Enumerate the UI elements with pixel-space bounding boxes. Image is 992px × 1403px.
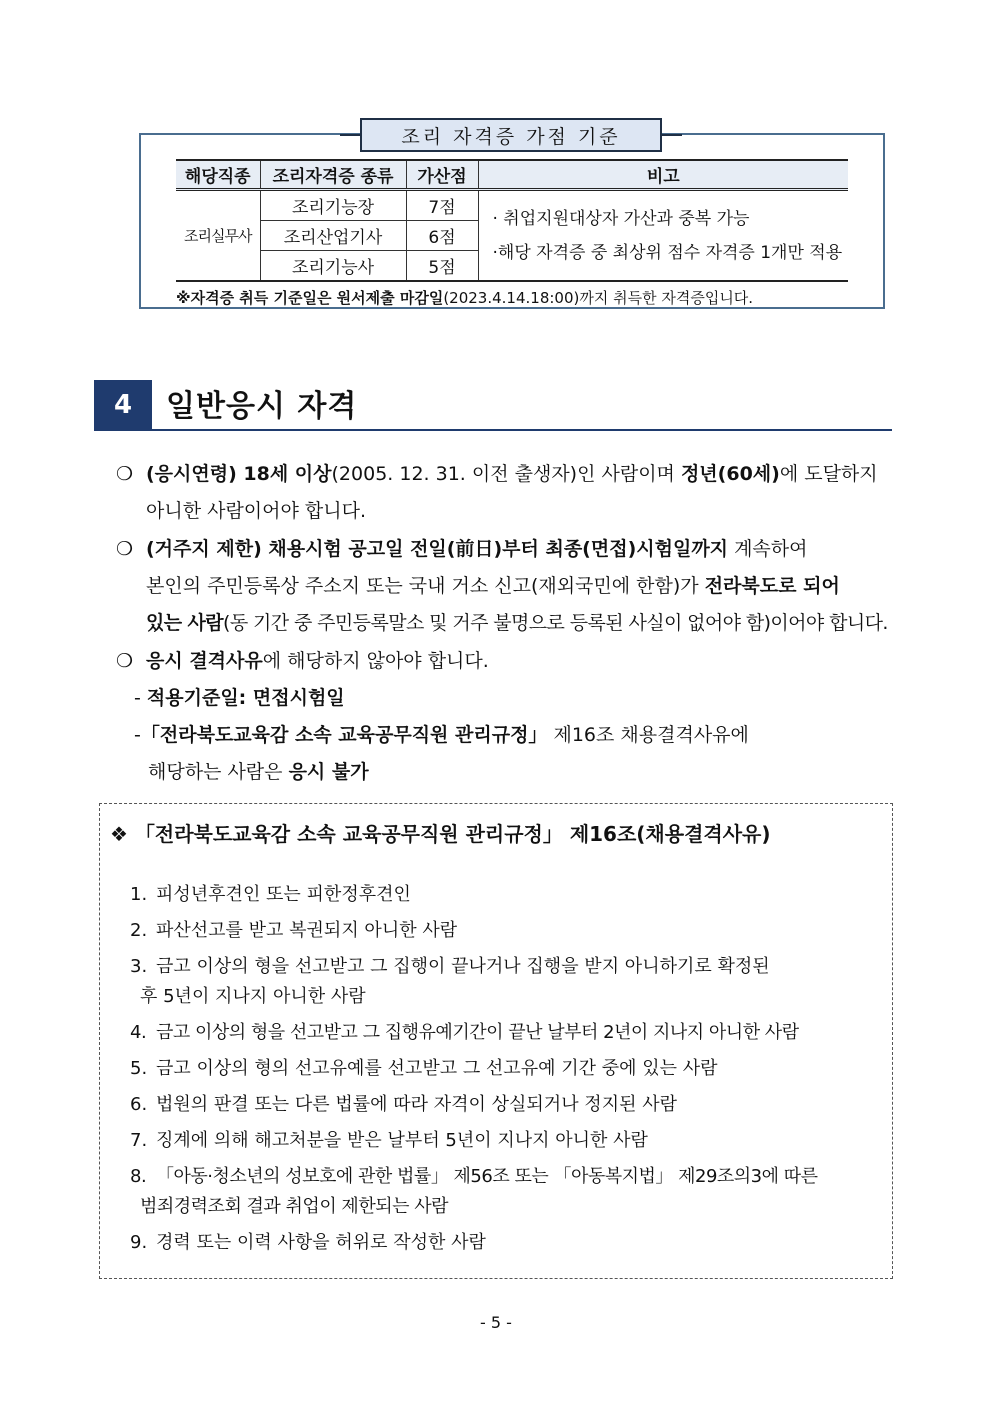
note-line: ·해당 자격증 중 최상위 점수 자격증 1개만 적용 [492,242,843,263]
age-requirement: ❍ (응시연령) 18세 이상(2005. 12. 31. 이전 출생자)인 사람이며 정년(60세)에 도달하지 아니한 사람이어야 합니다. [116,456,896,530]
list-item: 4. 금고 이상의 형을 선고받고 그 집행유예기간이 끝난 날부터 2년이 지나지 아니한 사람 [130,1022,799,1043]
page-number: - 5 - [480,1313,512,1332]
circle-bullet-icon: ❍ [116,463,134,485]
cert-points: 7점 [406,190,478,221]
cert-footnote: ※자격증 취득 기준일은 원서제출 마감일(2023.4.14.18:00)까지 취득한 자격증입니다. [176,289,754,307]
cert-points: 6점 [406,221,478,251]
regulation-reference: -「전라북도교육감 소속 교육공무직원 관리규정」 제16조 채용결격사유에 해당하는 사람은 응시 불가 [134,724,749,783]
cert-points: 5점 [406,251,478,282]
header-type: 조리자격증 종류 [260,160,406,190]
header-role: 해당직종 [176,160,260,190]
list-item: 3. 금고 이상의 형을 선고받고 그 집행이 끝나거나 집행을 받지 아니하기로 확정된 후 5년이 지나지 아니한 사람 [130,956,770,1007]
list-item: 7. 징계에 의해 해고처분을 받은 날부터 5년이 지나지 아니한 사람 [130,1130,648,1151]
divider [662,134,682,136]
cert-type: 조리산업기사 [260,221,406,251]
cert-box-title: 조리 자격증 가점 기준 [360,118,662,152]
list-item: 8. 「아동·청소년의 성보호에 관한 법률」 제56조 또는 「아동복지법」 제29조의3에 따른 범죄경력조회 결과 취업이 제한되는 사람 [130,1166,818,1217]
section-number: 4 [94,380,152,430]
list-item: 6. 법원의 판결 또는 다른 법률에 따라 자격이 상실되거나 정지된 사람 [130,1094,677,1115]
header-note: 비고 [478,160,848,190]
reasons-title: ❖ 「전라북도교육감 소속 교육공무직원 관리규정」 제16조(채용결격사유) [110,822,771,846]
circle-bullet-icon: ❍ [116,650,134,672]
role-cell: 조리실무사 [176,190,260,282]
disqualification-requirement: ❍ 응시 결격사유에 해당하지 않아야 합니다. [116,643,896,680]
cert-type: 조리기능장 [260,190,406,221]
section-underline [94,429,892,431]
reasons-list [130,880,885,1264]
list-item: 9. 경력 또는 이력 사항을 허위로 작성한 사람 [130,1232,486,1253]
cert-table [176,159,848,282]
header-points: 가산점 [406,160,478,190]
circle-bullet-icon: ❍ [116,538,134,560]
section-title: 일반응시 자격 [166,389,358,424]
list-item: 1. 피성년후견인 또는 피한정후견인 [130,884,411,905]
note-cell [478,190,848,282]
list-item: 2. 파산선고를 받고 복권되지 아니한 사람 [130,920,458,941]
reference-date: - 적용기준일: 면접시험일 [134,687,345,709]
cert-type: 조리기능사 [260,251,406,282]
residence-requirement: ❍ (거주지 제한) 채용시험 공고일 전일(前日)부터 최종(면접)시험일까지 계속하여 본인의 주민등록상 주소지 또는 국내 거소 신고(재외국민에 한함)가 전라북도로 되어 있는 사람(동 기간 중 주민등록말소 및 거주 불명으로 등록된 사실이 없어야 함)이어야 합니다. [116,531,896,642]
divider [340,134,360,136]
note-line: · 취업지원대상자 가산과 중복 가능 [492,208,750,229]
list-item: 5. 금고 이상의 형의 선고유예를 선고받고 그 선고유예 기간 중에 있는 사람 [130,1058,718,1079]
